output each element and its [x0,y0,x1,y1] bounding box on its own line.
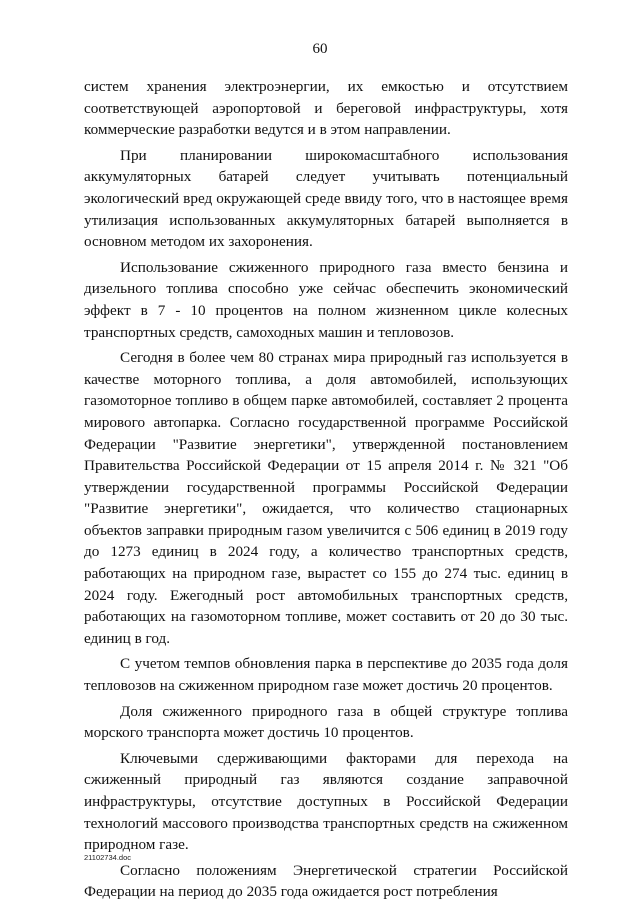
paragraph-batteries-ecology: При планировании широкомасштабного использования аккумуляторных батарей следует учитывать потенциальный экологический вред окружающей среде ввиду того, что в настоящее время утилизация использованных аккумуляторных батарей выполняется в основном методом их захоронения. [84,146,568,251]
paragraph-locomotives-lng: С учетом темпов обновления парка в перспективе до 2035 года доля тепловозов на сжиженном природном газе может достичь 20 процентов. [84,655,568,695]
footer-doc-id: 21102734.doc [84,853,131,862]
paragraph-lng-economic-effect: Использование сжиженного природного газа вместо бензина и дизельного топлива способно уже сейчас обеспечить экономический эффект в 7 - 10 процентов на полном жизненном цикле колесных транспортных средств, самоходных машин и тепловозов. [84,258,568,341]
paragraph-key-constraints: Ключевыми сдерживающими факторами для перехода на сжиженный природный газ являются создание заправочной инфраструктуры, отсутствие доступных в Российской Федерации технологий массового производства транспортных средств на сжиженном природном газе. [84,749,568,854]
paragraph-energy-strategy: Согласно положениям Энергетической стратегии Российской Федерации на период до 2035 года ожидается рост потребления [84,861,568,901]
page-number: 60 [312,41,328,57]
paragraph-continuation: систем хранения электроэнергии, их емкостью и отсутствием соответствующей аэропортовой и береговой инфраструктуры, хотя коммерческие разработки ведутся и в этом направлении. [84,78,568,139]
paragraph-marine-transport-lng: Доля сжиженного природного газа в общей структуре топлива морского транспорта может достичь 10 процентов. [84,702,568,742]
paragraph-natural-gas-motor-fuel: Сегодня в более чем 80 странах мира природный газ используется в качестве моторного топлива, а доля автомобилей, использующих газомоторное топливо в общем парке автомобилей, составляет 2 процента мирового автопарка. Согласно государственной программе Российской Федерации "Развитие энергетики", утвержденной постановлением Правительства Российской Федерации от 15 апреля 2014 г. № 321 "Об утверждении государственной программы Российской Федерации "Развитие энергетики", ожидается, что количество стационарных объектов заправки природным газом увеличится с 506 единиц в 2019 году до 1273 единиц в 2024 году, а количество транспортных средств, работающих на природном газе, вырастет со 155 до 274 тыс. единиц в 2024 году. Ежегодный рост автомобильных транспортных средств, работающих на газомоторном топливе, может составить от 20 до 30 тыс. единиц в год. [84,349,568,647]
document-body [84,76,568,907]
